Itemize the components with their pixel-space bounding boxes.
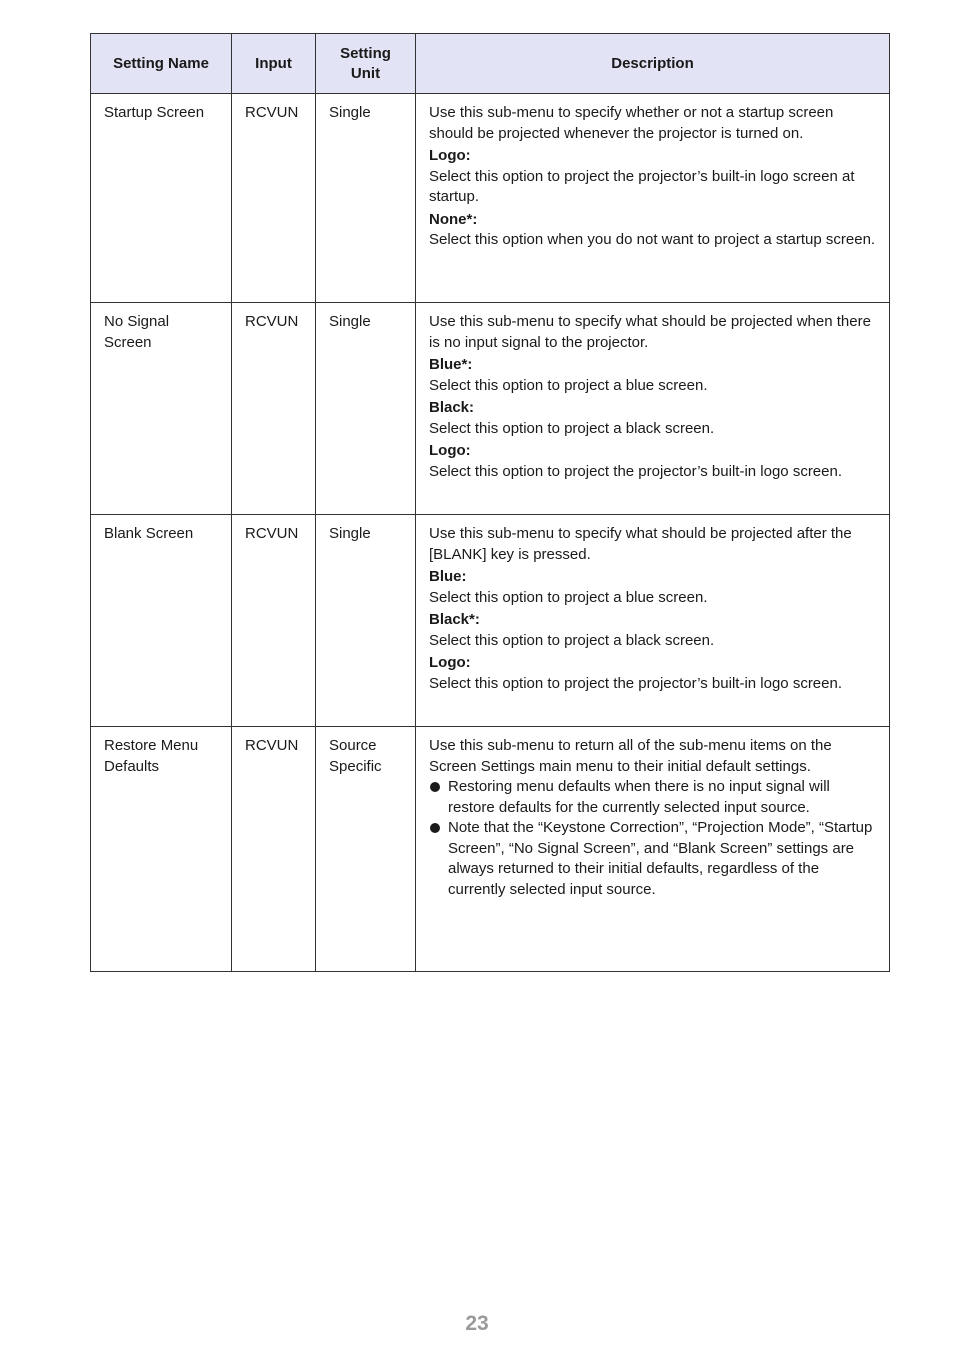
option-text: Select this option to project a black screen. <box>429 631 715 649</box>
header-setting-unit-line1: Setting <box>340 44 391 62</box>
bullet-icon <box>430 823 440 833</box>
setting-name-cell: No Signal Screen <box>91 303 232 515</box>
list-item-text: Restoring menu defaults when there is no input signal will restore defaults for the currently selected input source. <box>448 778 830 816</box>
header-setting-unit-line2: Unit <box>350 64 381 82</box>
table-row-blank-screen <box>91 515 890 727</box>
description-cell <box>416 303 890 515</box>
option-text: Select this option to project a blue screen. <box>429 376 708 394</box>
header-description: Description <box>416 34 890 94</box>
description-intro: Use this sub-menu to specify what should be projected after the [BLANK] key is pressed. <box>429 525 852 563</box>
description-intro: Use this sub-menu to specify whether or not a startup screen should be projected whenever the projector is turned on. <box>429 104 834 142</box>
list-item <box>429 818 877 900</box>
list-item <box>429 777 877 818</box>
table-header-row <box>91 34 890 94</box>
header-setting-name: Setting Name <box>91 34 232 94</box>
option-text: Select this option to project the projector’s built-in logo screen at startup. <box>429 167 855 205</box>
option-title: Blue*: <box>429 356 473 373</box>
setting-unit-cell: Source Specific <box>316 727 416 972</box>
option-text: Select this option to project the projector’s built-in logo screen. <box>429 674 843 692</box>
description-cell <box>416 727 890 972</box>
input-cell: RCVUN <box>232 515 316 727</box>
option-text: Select this option when you do not want to project a startup screen. <box>429 231 876 248</box>
option-title: Black*: <box>429 611 480 628</box>
setting-unit-cell: Single <box>316 303 416 515</box>
note-list <box>429 777 877 900</box>
option-text: Select this option to project the projector’s built-in logo screen. <box>429 462 843 480</box>
description-intro: Use this sub-menu to specify what should be projected when there is no input signal to the projector. <box>429 313 871 351</box>
option-text: Select this option to project a black screen. <box>429 419 715 437</box>
description-cell <box>416 94 890 303</box>
option-title: Black: <box>429 399 475 416</box>
header-input: Input <box>232 34 316 94</box>
option-text: Select this option to project a blue screen. <box>429 588 708 606</box>
list-item-text: Note that the “Keystone Correction”, “Projection Mode”, “Startup Screen”, “No Signal Screen”, and “Blank Screen” settings are always returned to their initial defaults, regardless of the currently selected input source. <box>448 819 873 898</box>
screen-settings-table <box>90 33 890 972</box>
description-cell <box>416 515 890 727</box>
bullet-icon <box>430 782 440 792</box>
header-setting-unit <box>316 34 416 94</box>
table-row-startup-screen <box>91 94 890 303</box>
setting-name-cell: Restore Menu Defaults <box>91 727 232 972</box>
input-cell: RCVUN <box>232 727 316 972</box>
option-title: Logo: <box>429 654 471 671</box>
input-cell: RCVUN <box>232 94 316 303</box>
description-intro: Use this sub-menu to return all of the sub-menu items on the Screen Settings main menu to their initial default settings. <box>429 737 832 775</box>
option-title: Blue: <box>429 568 467 585</box>
table-row-restore-menu-defaults <box>91 727 890 972</box>
setting-name-cell: Startup Screen <box>91 94 232 303</box>
setting-unit-cell: Single <box>316 515 416 727</box>
setting-unit-cell: Single <box>316 94 416 303</box>
table-row-no-signal-screen <box>91 303 890 515</box>
page-number: 23 <box>465 1312 489 1335</box>
option-title: Logo: <box>429 442 471 459</box>
setting-name-cell: Blank Screen <box>91 515 232 727</box>
input-cell: RCVUN <box>232 303 316 515</box>
option-title: None*: <box>429 210 478 228</box>
option-title: Logo: <box>429 147 471 164</box>
